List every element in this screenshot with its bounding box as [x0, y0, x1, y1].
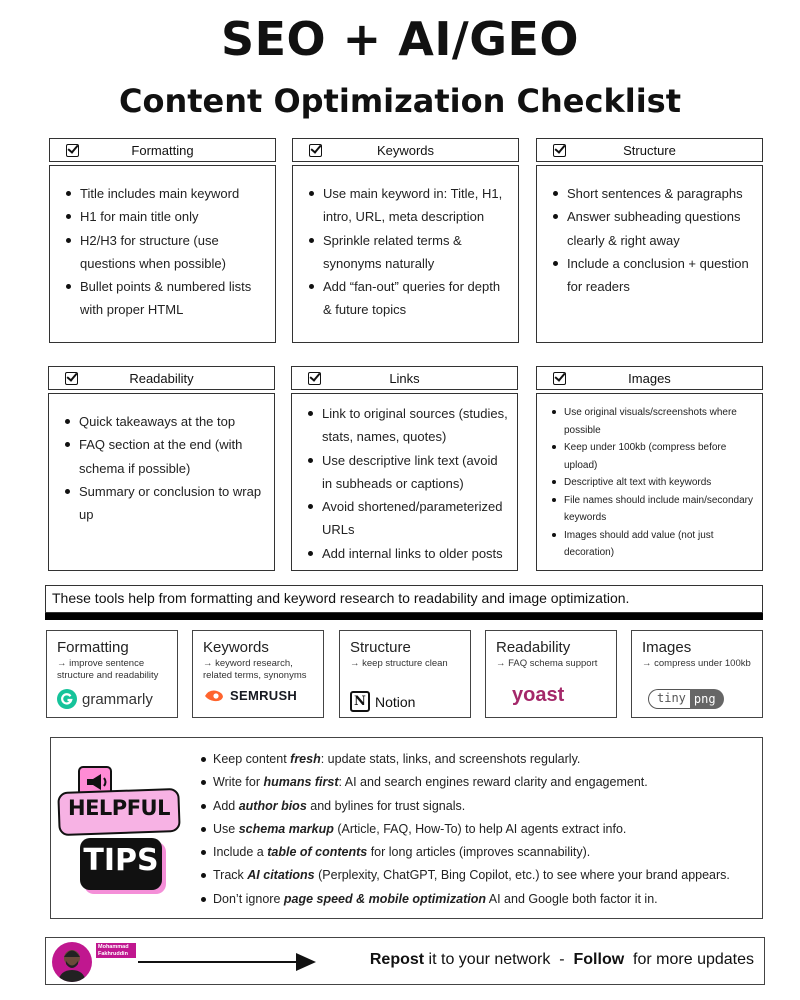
section-box-structure: [536, 165, 763, 343]
list-item: FAQ section at the end (with schema if possible): [49, 433, 274, 480]
tip-item: Keep content fresh: update stats, links, and screenshots regularly.: [199, 748, 730, 771]
section-title: Readability: [129, 370, 194, 386]
checklist: [537, 166, 762, 298]
section-title: Links: [389, 370, 420, 386]
tip-item: Write for humans first: AI and search engines reward clarity and engagement.: [199, 771, 730, 794]
checkbox-icon: [66, 144, 79, 157]
tinypng-logo: [648, 689, 724, 709]
tool-card-yoast: [485, 630, 617, 718]
tool-card-notion: [339, 630, 471, 718]
section-header-links: [291, 366, 518, 390]
tool-card-semrush: [192, 630, 324, 718]
list-item: Link to original sources (studies, stats, names, quotes): [292, 402, 517, 449]
section-box-links: [291, 393, 518, 571]
section-box-readability: [48, 393, 275, 571]
section-title: Formatting: [131, 142, 194, 158]
checkbox-icon: [553, 144, 566, 157]
list-item: Short sentences & paragraphs: [537, 182, 762, 205]
tip-item: Add author bios and bylines for trust signals.: [199, 795, 730, 818]
logo-text-tiny: tiny: [648, 689, 690, 709]
checklist: [292, 394, 517, 565]
helpful-tips-panel: [50, 737, 763, 919]
follow-label[interactable]: Follow: [573, 951, 625, 968]
list-item: Bullet points & numbered lists with proper HTML: [50, 275, 275, 322]
divider: [45, 613, 763, 620]
tool-description: → improve sentence structure and readability: [57, 658, 159, 681]
tip-item: Include a table of contents for long articles (improves scannability).: [199, 841, 730, 864]
footer-cta: Repost it to your network - Follow for more updates: [369, 951, 754, 968]
section-box-formatting: [49, 165, 276, 343]
tool-card-grammarly: [46, 630, 178, 718]
list-item: Images should add value (not just decoration): [537, 527, 762, 562]
list-item: Title includes main keyword: [50, 182, 275, 205]
section-title: Keywords: [376, 142, 435, 158]
section-title: Structure: [623, 142, 676, 158]
list-item: Quick takeaways at the top: [49, 410, 274, 433]
list-item: Include a conclusion + question for readers: [537, 252, 762, 299]
arrow-right-icon: [138, 952, 318, 972]
list-item: Avoid shortened/parameterized URLs: [292, 495, 517, 542]
tool-description: → compress under 100kb: [642, 658, 751, 669]
checkbox-icon: [65, 372, 78, 385]
logo-text: Notion: [375, 693, 416, 710]
section-header-images: [536, 366, 763, 390]
logo-text: yoast: [512, 684, 565, 706]
grammarly-logo: [57, 689, 153, 709]
checklist: [49, 394, 274, 526]
section-header-structure: [536, 138, 763, 162]
tip-item: Use schema markup (Article, FAQ, How-To) to help AI agents extract info.: [199, 818, 730, 841]
tip-item: Track AI citations (Perplexity, ChatGPT, Bing Copilot, etc.) to see where your brand appears.: [199, 864, 730, 887]
notion-logo: [350, 691, 415, 712]
checklist: [50, 166, 275, 322]
tools-caption: These tools help from formatting and keyword research to readability and image optimization.: [45, 585, 763, 613]
list-item: File names should include main/secondary keywords: [537, 492, 762, 527]
checkbox-icon: [308, 372, 321, 385]
tip-item: Don’t ignore page speed & mobile optimization AI and Google both factor it in.: [199, 888, 730, 911]
tool-name: Readability: [496, 639, 571, 656]
person-icon: [52, 942, 92, 982]
tool-name: Images: [642, 639, 692, 656]
repost-label[interactable]: Repost: [369, 951, 425, 968]
logo-text: SEMRUSH: [230, 688, 298, 703]
list-item: Use descriptive link text (avoid in subheads or captions): [292, 449, 517, 496]
section-box-keywords: [292, 165, 519, 343]
section-box-images: [536, 393, 763, 571]
author-name-tag: Mohammad Fakhruddin: [96, 943, 136, 958]
yoast-logo: [512, 684, 564, 707]
list-item: Sprinkle related terms & synonyms naturally: [293, 229, 518, 276]
list-item: Add “fan-out” queries for depth & future topics: [293, 275, 518, 322]
grammarly-icon: [57, 689, 77, 709]
badge-line-2: TIPS: [83, 843, 159, 878]
footer-bar: [45, 937, 765, 985]
section-header-keywords: [292, 138, 519, 162]
list-item: Use original visuals/screenshots where possible: [537, 404, 762, 439]
logo-text: grammarly: [82, 690, 153, 708]
tool-description: → FAQ schema support: [496, 658, 598, 669]
section-header-readability: [48, 366, 275, 390]
avatar[interactable]: [52, 942, 92, 982]
tool-description: → keep structure clean: [350, 658, 448, 669]
tool-description: → keyword research, related terms, synonyms: [203, 658, 307, 681]
checklist: [537, 394, 762, 562]
list-item: Add internal links to older posts: [292, 542, 517, 565]
list-item: Use main keyword in: Title, H1, intro, URL, meta description: [293, 182, 518, 229]
section-header-formatting: [49, 138, 276, 162]
section-title: Images: [628, 370, 671, 386]
list-item: Answer subheading questions clearly & right away: [537, 205, 762, 252]
list-item: Summary or conclusion to wrap up: [49, 480, 274, 527]
checklist: [293, 166, 518, 322]
list-item: H2/H3 for structure (use questions when possible): [50, 229, 275, 276]
semrush-flame-icon: [203, 689, 225, 703]
semrush-logo: [203, 688, 297, 703]
page-subtitle: Content Optimization Checklist: [118, 82, 682, 120]
list-item: Descriptive alt text with keywords: [537, 474, 762, 492]
helpful-tips-badge: [58, 766, 182, 891]
checkbox-icon: [309, 144, 322, 157]
page-title: SEO + AI/GEO: [220, 12, 580, 66]
list-item: H1 for main title only: [50, 205, 275, 228]
checkbox-icon: [553, 372, 566, 385]
tool-name: Structure: [350, 639, 411, 656]
list-item: Keep under 100kb (compress before upload): [537, 439, 762, 474]
notion-icon: N: [350, 691, 370, 712]
tool-name: Keywords: [203, 639, 269, 656]
tool-name: Formatting: [57, 639, 129, 656]
logo-text-png: png: [690, 689, 724, 709]
tool-card-tinypng: [631, 630, 763, 718]
tips-list: [199, 748, 730, 911]
badge-line-1: HELPFUL: [68, 796, 170, 820]
